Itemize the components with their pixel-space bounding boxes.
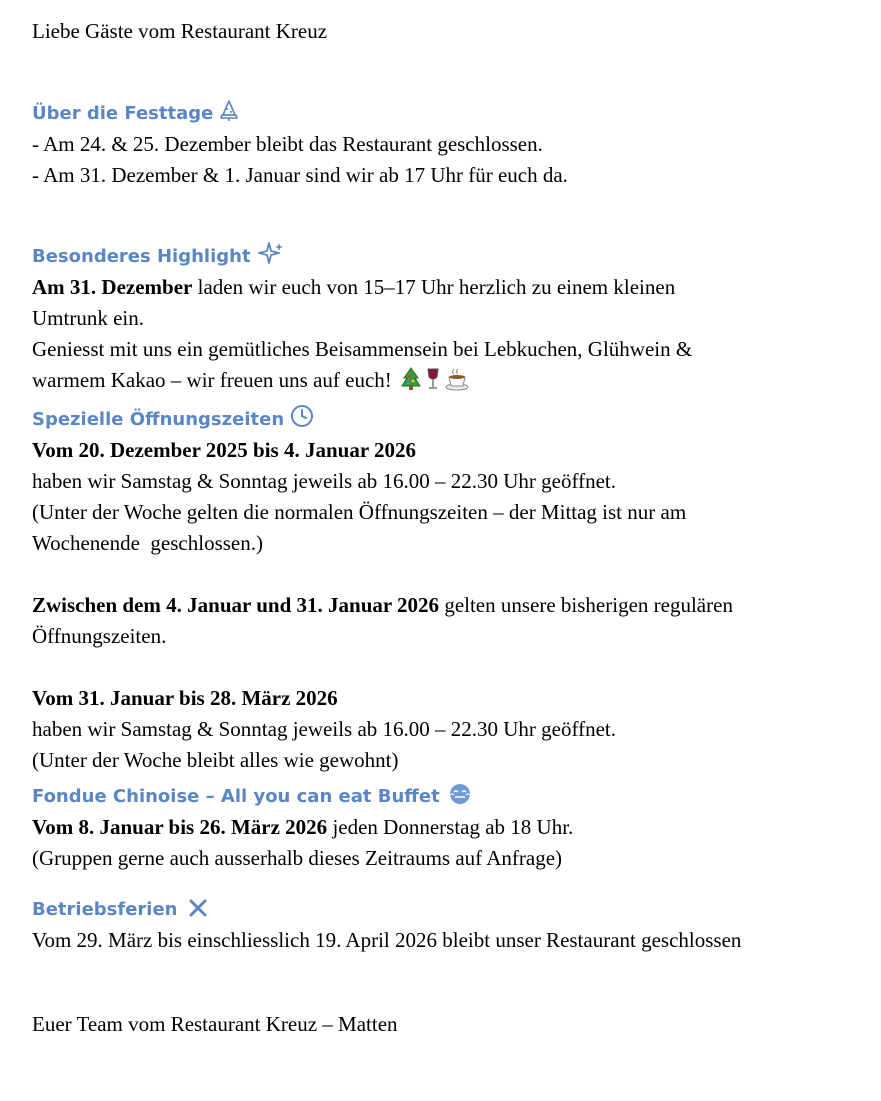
christmas-tree-outline-icon [219,100,239,132]
period-2-line-2: Öffnungszeiten. [32,624,167,648]
greeting: Liebe Gäste vom Restaurant Kreuz [32,19,328,43]
heading-highlight: Besonderes Highlight [32,241,872,272]
period-3-title: Vom 31. Januar bis 28. März 2026 [32,686,338,710]
fondue-line-2: (Gruppen gerne auch ausserhalb dieses Zeitraums auf Anfrage) [32,846,563,870]
highlight-bold-lead: Am 31. Dezember [32,275,193,299]
highlight-line-1: Am 31. Dezember laden wir euch von 15–17 Uhr herzlich zu einem kleinen [32,275,676,299]
signoff: Euer Team vom Restaurant Kreuz – Matten [32,1012,398,1036]
face-steam-icon [446,783,474,815]
period-2-line-1: Zwischen dem 4. Januar und 31. Januar 2026 gelten unsere bisherigen regulären [32,593,733,617]
fondue-line-1: Vom 8. Januar bis 26. März 2026 jeden Donnerstag ab 18 Uhr. [32,815,574,839]
highlight-line-2: Umtrunk ein. [32,306,144,330]
hot-drink-icon [444,367,470,400]
festtage-line-2: - Am 31. Dezember & 1. Januar sind wir ab 17 Uhr für euch da. [32,163,568,187]
period-1-title: Vom 20. Dezember 2025 bis 4. Januar 2026 [32,438,417,462]
highlight-line-3: Geniesst mit uns ein gemütliches Beisammensein bei Lebkuchen, Glühwein & [32,337,693,361]
period-1-line-4: Wochenende geschlossen.) [32,531,263,555]
cross-mark-icon [188,897,208,928]
document [32,16,872,1040]
wine-glass-icon [425,367,441,400]
heading-fondue: Fondue Chinoise – All you can eat Buffet [32,781,872,812]
festtage-line-1: - Am 24. & 25. Dezember bleibt das Restaurant geschlossen. [32,132,543,156]
christmas-tree-icon [400,367,422,400]
period-1-line-3: (Unter der Woche gelten die normalen Öffnungszeiten – der Mittag ist nur am [32,500,687,524]
sparkles-icon [257,241,285,275]
betriebsferien-line: Vom 29. März bis einschliesslich 19. April 2026 bleibt unser Restaurant geschlossen [32,928,742,952]
period-3-line-2: haben wir Samstag & Sonntag jeweils ab 16.00 – 22.30 Uhr geöffnet. [32,717,617,741]
highlight-line-4: warmem Kakao – wir freuen uns auf euch! [32,365,872,400]
period-1-line-2: haben wir Samstag & Sonntag jeweils ab 16.00 – 22.30 Uhr geöffnet. [32,469,617,493]
heading-betriebsferien: Betriebsferien [32,894,872,925]
period-3-line-3: (Unter der Woche bleibt alles wie gewohnt) [32,748,399,772]
heading-oeffnungszeiten: Spezielle Öffnungszeiten [32,404,872,435]
heading-festtage: Über die Festtage [32,98,872,129]
clock-icon [290,404,314,438]
